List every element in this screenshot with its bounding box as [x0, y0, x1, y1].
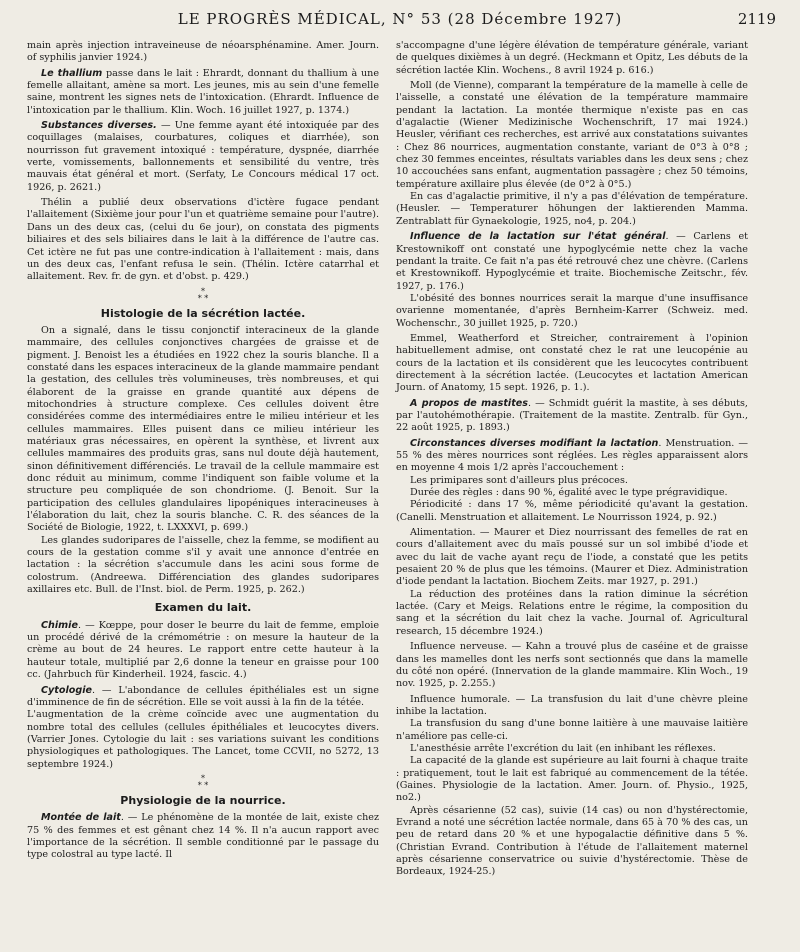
run-in-heading: A propos de mastites — [410, 397, 528, 409]
page-number: 2119 — [737, 10, 776, 28]
run-in-heading: Chimie — [41, 619, 78, 631]
right-column — [396, 40, 748, 879]
paragraph: La réduction des protéines dans la ration diminue la sécrétion lactée. (Cary et Meigs. Relations entre le régime, la composition du sang et la sécrétion du lait chez la vache. Journal of. Agricultural research, 15 décembre 1924.) — [396, 588, 748, 637]
paragraph: En cas d'agalactie primitive, il n'y a pas d'élévation de température. (Heusler. — Temperaturer höhungen der laktierenden Mamma. Zentrablatt für Gynaekologie, 1925, no4, p. 204.) — [396, 191, 748, 227]
paragraph-text: . — Schmidt guérit la mastite, à ses débuts, par l'autohémothérapie. (Traitement de la mastite. Zentralb. für Gyn., 22 août 1925, p. 1893.) — [396, 397, 748, 434]
paragraph: On a signalé, dans le tissu conjonctif interacineux de la glande mammaire, des cellules conjonctives chargées de graisse et de pigment. J. Benoist les a étudiées en 1922 chez la souris blanche. Il a constaté dans les espaces interacineux de la glande mammaire pendant la gestation, des cellules très volumineuses, très nombreuses, et qui élaborent de la graisse en grande quantité aux dépens de mitochondries à structure complexe. Ces cellules doivent être considérées comme des intermédiaires entre le milieu intérieur et les cellules mammaires. Elles puisent dans ce milieu intérieur les matériaux gras nécessaires, en opèrent la synthèse, et livrent aux cellules mammaires des produits gras, sans nul doute déjà hautement, sinon définitivement différenciés. Le travail de la cellule mammaire est donc réduit au minimum, comme l'indiquent son faible volume et la structure peu compliquée de son chondriome. (J. Benoit. Sur la participation des cellules glandulaires lipopéniques interacineuses à l'élaboration du lait, chez la souris blanche. C. R. des séances de la Société de Biologie, 1922, t. LXXXVI, p. 699.) — [27, 324, 379, 534]
section-separator: * * * — [197, 286, 209, 303]
list-item: Durée des règles : dans 90 %, égalité avec le type prégravidique. — [410, 487, 728, 499]
paragraph: La transfusion du sang d'une bonne laitière à une mauvaise laitière n'améliore pas celle-ci. — [396, 718, 748, 742]
paragraph-montee — [27, 812, 379, 861]
paragraph-influence — [396, 231, 748, 293]
running-header: LE PROGRÈS MÉDICAL, N° 53 (28 Décembre 1927) — [177, 10, 623, 28]
run-in-heading: Montée de lait — [41, 812, 121, 824]
paragraph-circonstances — [396, 438, 748, 475]
section-separator: * * * — [197, 773, 209, 790]
paragraph-text: — Une femme ayant été intoxiquée par des coquillages (malaises, courbatures, coliques et diarrhée), son nourrisson fut gravement intoxiqué : température, dyspnée, diarrhée verte, vomissements, ballonnements et sensibilité du ventre, très mauvais état général et mort. (Serfaty, Le Concours médical 17 oct. 1926, p. 2621.) — [27, 120, 380, 193]
left-column — [27, 40, 379, 862]
run-in-heading: Circonstances diverses modifiant la lactation — [410, 437, 659, 449]
section-title: Physiologie de la nourrice. — [120, 793, 286, 807]
paragraph: Alimentation. — Maurer et Diez nourrissant des femelles de rat en cours d'allaitement avec du maïs poussé sur un sol imbibé d'iode et avec du lait de vache ayant reçu de l'iode, a constaté que les petits pesaient 20 % de plus que les témoins. (Maurer et Diez. Administration d'iode pendant la lactation. Biochem Zeits. mar 1927, p. 291.) — [396, 527, 748, 588]
paragraph: main après injection intraveineuse de néoarsphénamine. Amer. Journ. of syphilis janvier 1924.) — [27, 40, 379, 64]
paragraph: Emmel, Weatherford et Streicher, contrairement à l'opinion habituellement admise, ont constaté chez le rat une leucopénie au cours de la lactation et ils considèrent que les leucocytes contribuent directement à la sécrétion lactée. (Leucocytes et lactation American Journ. of Anatomy, 15 sept. 1926, p. 1.). — [396, 332, 748, 394]
paragraph-text: . — Carlens et Krestownikoff ont constaté une hypoglycémie nette chez la vache pendant la traite. Ce fait n'a pas été retrouvé chez une chèvre. (Carlens et Krestownikoff. Hypoglycémie et traite. Biochemische Zeitschr., fév. 1927, p. 176.) — [396, 231, 748, 292]
list-item: Périodicité : dans 17 %, même périodicité qu'avant la gestation. (Canelli. Menstruation et allaitement. Le Nourrisson 1924, p. 92.) — [396, 499, 748, 523]
run-in-heading: Le thallium — [41, 67, 103, 79]
paragraph-cytologie — [27, 685, 379, 710]
paragraph-thallium — [27, 68, 379, 117]
paragraph: Les glandes sudoripares de l'aisselle, chez la femme, se modifient au cours de la gestation comme s'il y avait une annonce d'entrée en lactation : la sécrétion s'accumule dans les acini sous forme de colostrum. (Andreewa. Différenciation des glandes sudoripares axillaires etc. Bull. de l'Inst. biol. de Perm. 1925, p. 262.) — [27, 534, 379, 596]
paragraph-substances — [27, 120, 379, 194]
run-in-heading: Influence de la lactation sur l'état général — [410, 231, 666, 243]
paragraph-text: . — L'abondance de cellules épithéliales est un signe d'imminence de fin de sécrétion. Elle se voit aussi à la fin de la tétée. — [27, 684, 379, 708]
paragraph: Influence nerveuse. — Kahn a trouvé plus de caséine et de graisse dans les mamelles dont les nerfs sont sectionnés que dans la mamelle du côté non opéré. (Innervation de la glande mammaire. Klin Woch., 19 nov. 1925, p. 2.255.) — [396, 641, 748, 690]
run-in-heading: Substances diverses. — [41, 120, 157, 132]
run-in-heading: Cytologie — [41, 684, 93, 696]
paragraph: L'obésité des bonnes nourrices serait la marque d'une insuffisance ovarienne momentanée, d'après Bernheim-Karrer (Schweiz. med. Wochenschr., 30 juillet 1925, p. 720.) — [396, 292, 748, 329]
paragraph: Influence humorale. — La transfusion du lait d'une chèvre pleine inhibe la lactation. — [396, 693, 748, 717]
section-title: Histologie de la sécrétion lactée. — [100, 306, 306, 320]
list-item: Les primipares sont d'ailleurs plus précoces. — [410, 474, 628, 486]
paragraph-text: . — Le phénomène de la montée de lait, existe chez 75 % des femmes et est gênant chez 14 %. Il n'a aucun rapport avec l'importance de la sécrétion. Il semble conditionné par le passage du type colostral au type lacté. Il — [27, 812, 379, 861]
paragraph: La capacité de la glande est supérieure au lait fourni à chaque traite : pratiquement, tout le lait est fabriqué au commencement de la tétée. (Gaines. Physiologie de la lactation. Amer. Journ. of. Physio., 1925, no2.) — [396, 755, 748, 804]
paragraph-mastites — [396, 398, 748, 435]
paragraph-chimie — [27, 620, 379, 682]
paragraph-text: passe dans le lait : Ehrardt, donnant du thallium à une femelle allaitant, amène sa mort. Les jeunes, mis au sein d'une femelle saine, montrent les signes nets de l'intoxication. (Ehrardt. Influence de l'intoxication par le thallium. Klin. Woch. 16 juillet 1927, p. 1374.) — [27, 67, 379, 116]
paragraph: Moll (de Vienne), comparant la température de la mamelle à celle de l'aisselle, a constaté une élévation de la température mammaire pendant la lactation. La montée thermique n'existe pas en cas d'agalactie (Wiener Medizinische Wochenschrift, 17 mai 1924.) Heusler, vérifiant ces recherches, est arrivé aux constatations suivantes : Chez 86 nourrices, augmentation constante, variant de 0°3 à 0°8 ; chez 30 femmes enceintes, résultats variables dans les deux sens ; chez 10 accouchées sans enfant, augmentation passagère ; chez 50 témoins, température axillaire plus élevée (de 0°2 à 0°5.) — [396, 80, 748, 190]
paragraph: Après césarienne (52 cas), suivie (14 cas) ou non d'hystérectomie, Evrand a noté une sécrétion lactée normale, dans 65 à 70 % des cas, un peu de retard dans 20 % et une hypogalactie définitive dans 5 %. (Christian Evrand. Contribution à l'étude de l'allaitement maternel après césarienne conservatrice ou suivie d'hystérectomie. Thèse de Bordeaux, 1924-25.) — [396, 804, 748, 878]
paragraph-text: . Menstruation. — 55 % des mères nourrices sont réglées. Les règles apparaissent alors en moyenne 4 mois 1/2 après l'accouchement : — [396, 437, 748, 474]
paragraph: L'anesthésie arrête l'excrétion du lait (en inhibant les réflexes. — [410, 742, 716, 754]
paragraph: Thélin a publié deux observations d'ictère fugace pendant l'allaitement (Sixième jour pour l'un et quatrième semaine pour l'autre). Dans un des deux cas, (celui du 6e jour), on constata des pigments biliaires et des sels biliaires dans le lait à la différence de l'autre cas. Cet ictère ne fut pas une contre-indication à l'allaitement : mais, dans un des deux cas, l'enfant refusa le sein. (Thélin. Ictère catarrhal et allaitement. Rev. fr. de gyn. et d'obst. p. 429.) — [27, 197, 379, 283]
paragraph: s'accompagne d'une légère élévation de température générale, variant de quelques dixièmes à un degré. (Heckmann et Opitz, Les débuts de la sécrétion lactée Klin. Wochens., 8 avril 1924 p. 616.) — [396, 40, 748, 76]
paragraph-text: . — Kœppe, pour doser le beurre du lait de femme, emploie un procédé dérivé de la crémométrie : on mesure la hauteur de la crème au bout de 24 heures. Le rapport entre cette hauteur à la hauteur totale, multiplié par 2,6 donne la teneur en graisse pour 100 cc. (Jahrbuch für Kinderheil. 1924, fascic. 4.) — [27, 619, 379, 681]
section-title: Examen du lait. — [154, 601, 252, 615]
paragraph: L'augmentation de la crème coïncide avec une augmentation du nombre total des cellules (cellules épithéliales et leucocytes divers. (Varrier Jones. Cytologie du lait : ses variations suivant les conditions physiologiques et pathologiques. The Lancet, tome CCVII, no 5272, 13 septembre 1924.) — [27, 709, 379, 770]
